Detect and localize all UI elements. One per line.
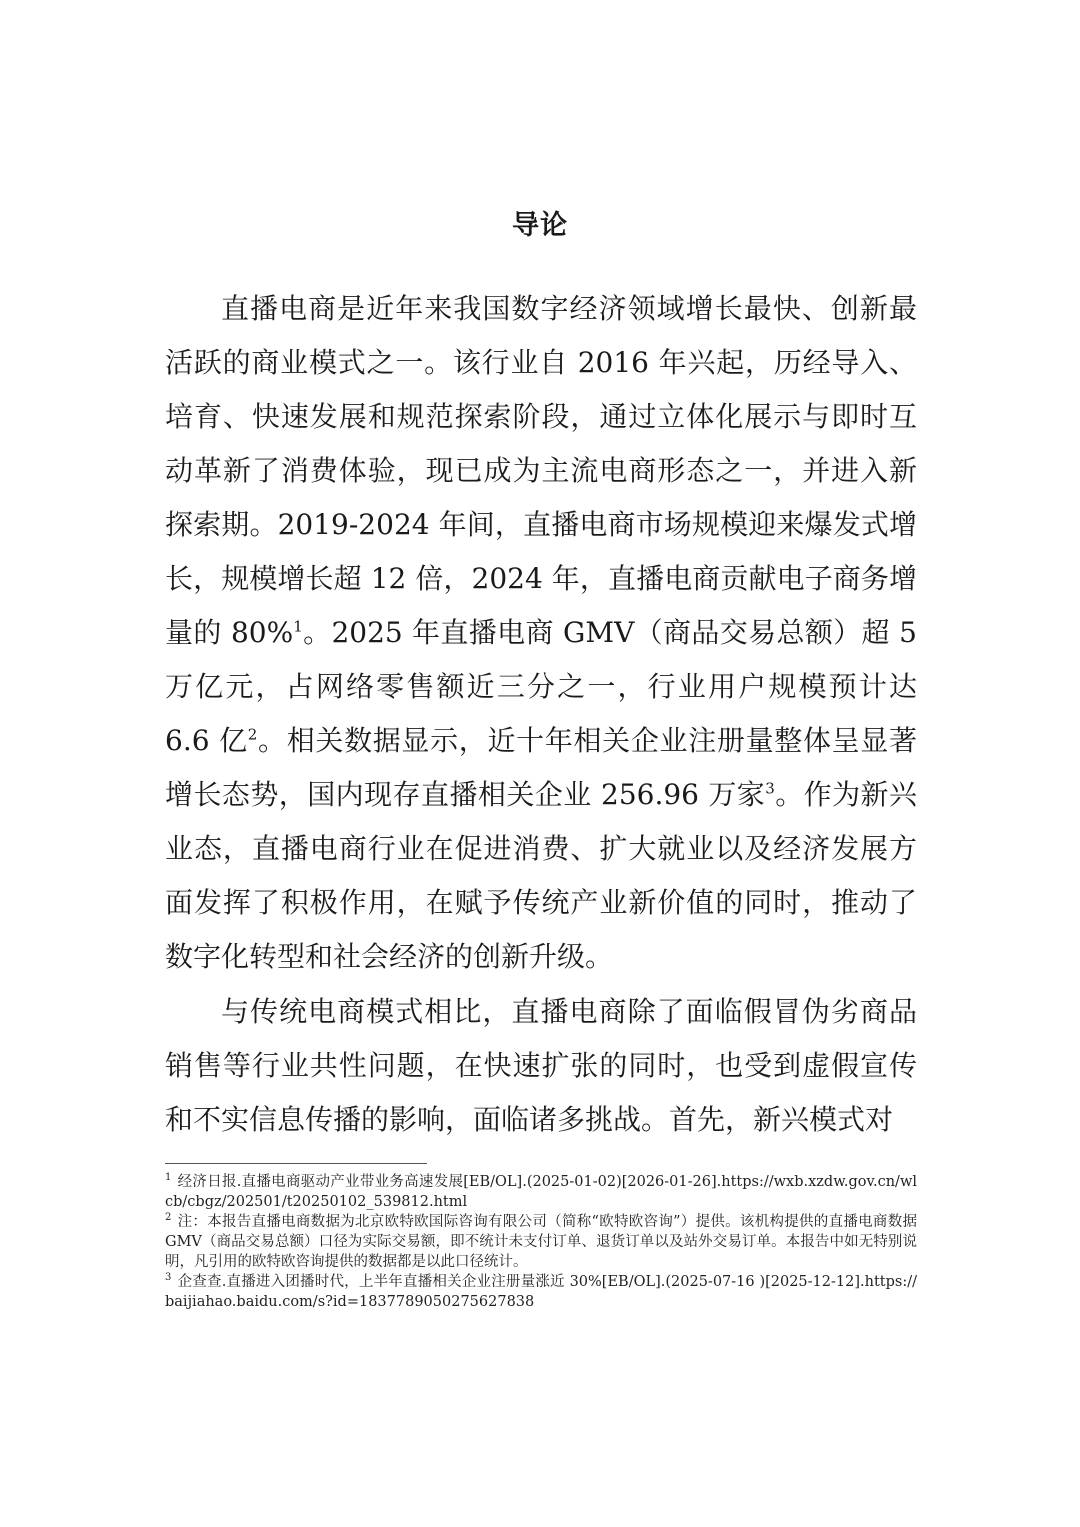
footnote-3 [165,1272,917,1312]
paragraph-text: 。相关数据显示，近十年相关企业注册量整体呈显著增长态势，国内现存直播相关企业 256.96 万家 [165,724,917,811]
footnote-number: 3 [165,1272,172,1284]
footnote-number: 2 [165,1212,172,1224]
paragraph-text: 。2025 年直播电商 GMV（商品交易总额）超 5 万亿元，占网络零售额近三分之一，行业用户规模预计达 6.6 亿 [165,616,917,757]
paragraph-text: 与传统电商模式相比，直播电商除了面临假冒伪劣商品销售等行业共性问题，在快速扩张的同时，也受到虚假宣传和不实信息传播的影响，面临诸多挑战。首先，新兴模式对 [165,995,917,1136]
body-paragraph-2 [165,985,917,1147]
footnote-ref-3[interactable]: 3 [765,779,775,798]
footnotes [165,1172,917,1312]
footnote-divider [165,1163,427,1164]
footnote-2 [165,1212,917,1272]
footnote-text: 企查查.直播进入团播时代，上半年直播相关企业注册量涨近 30%[EB/OL].(2025-07-16 )[2025-12-12].https://baijiahao.baidu.com/s?id=1837789050275627838 [165,1274,917,1310]
footnote-text: 注：本报告直播电商数据为北京欧特欧国际咨询有限公司（简称“欧特欧咨询”）提供。该机构提供的直播电商数据 GMV（商品交易总额）口径为实际交易额，即不统计未支付订单、退货订单以及站外交易订单。本报告中如无特别说明，凡引用的欧特欧咨询提供的数据都是以此口径统计。 [165,1214,917,1270]
footnote-ref-2[interactable]: 2 [247,725,258,744]
section-title: 导论 [512,210,568,241]
paragraph-text: 直播电商是近年来我国数字经济领域增长最快、创新最活跃的商业模式之一。该行业自 2016 年兴起，历经导入、培育、快速发展和规范探索阶段，通过立体化展示与即时互动革新了消费体验，现已成为主流电商形态之一，并进入新探索期。2019-2024 年间，直播电商市场规模迎来爆发式增长，规模增长超 12 倍，2024 年，直播电商贡献电子商务增量的 80% [165,292,917,649]
footnote-number: 1 [165,1172,172,1184]
footnote-1 [165,1172,917,1212]
footnote-ref-1[interactable]: 1 [293,617,303,636]
body-paragraph-1 [165,282,917,984]
paragraph-text: 。作为新兴业态，直播电商行业在促进消费、扩大就业以及经济发展方面发挥了积极作用，在赋予传统产业新价值的同时，推动了数字化转型和社会经济的创新升级。 [165,778,917,973]
footnote-text: 经济日报.直播电商驱动产业带业务高速发展[EB/OL].(2025-01-02)[2026-01-26].https://wxb.xzdw.gov.cn/wlcb/cbgz/202501/t20250102_539812.html [165,1174,917,1210]
